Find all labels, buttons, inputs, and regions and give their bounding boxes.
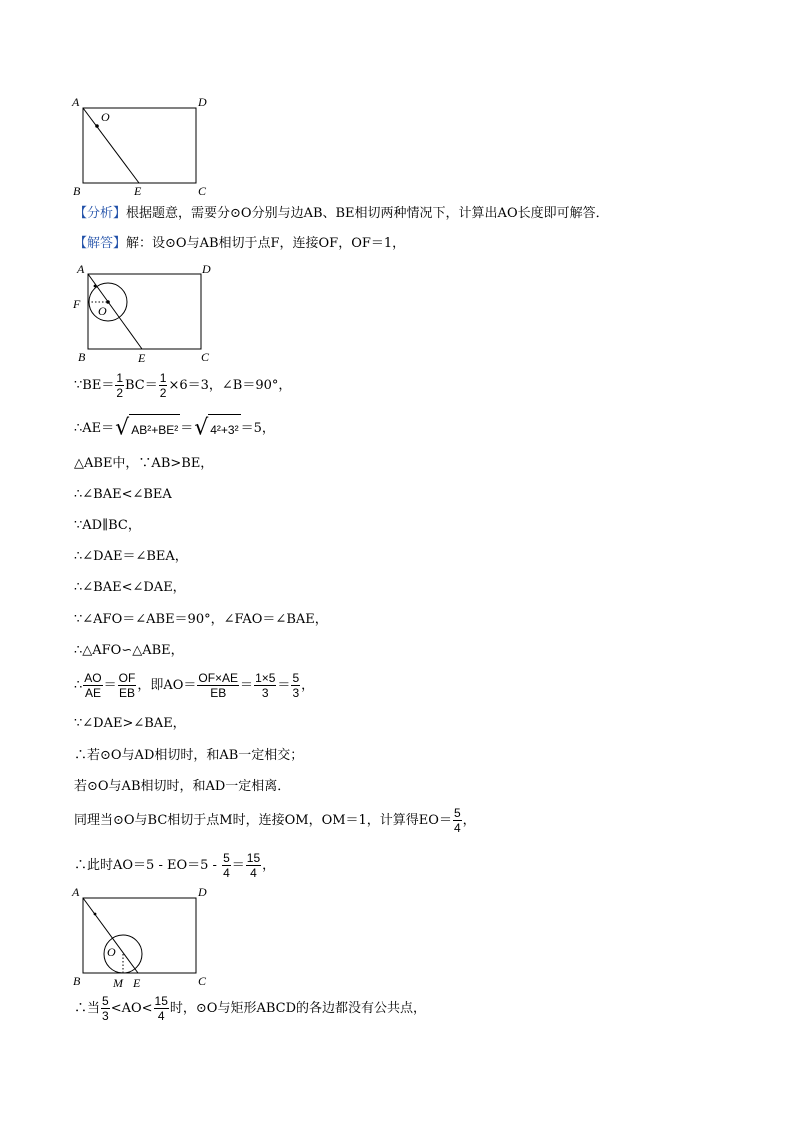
label-b: B (78, 350, 86, 364)
point-o (95, 124, 99, 128)
label-c: C (198, 184, 207, 198)
fraction: $\frac{15}{4}$ (246, 851, 261, 880)
label-f: F (73, 297, 81, 311)
analysis-paragraph (74, 206, 609, 222)
label-d: D (198, 885, 207, 899)
line-ao-ratio: ∴ $\frac{AO}{AE}$ ＝ $\frac{OF}{EB}$ ，即AO＝ $\frac{OF\times AE}{EB}$ ＝ $\frac{1\times 5}{3}$ ＝ $\frac{5}{3}$ ， (74, 671, 315, 700)
label-o: O (107, 945, 116, 959)
proof-line: 若⊙O与AB相切时，和AD一定相离． (74, 779, 291, 794)
proof-line: ∵∠DAE>∠BAE， (74, 716, 186, 731)
fraction: $\frac{OF}{EB}$ (118, 671, 136, 700)
fraction-one-half: $\frac{1}{2}$ (159, 371, 167, 400)
line-conclusion: ∴当 $\frac{5}{3}$ <AO< $\frac{15}{4}$ 时，⊙O与矩形ABCD的各边都没有公共点， (74, 994, 427, 1023)
label-e: E (133, 976, 141, 990)
analysis-text: 根据题意，需要分⊙O分别与边AB、BE相切两种情况下，计算出AO长度即可解答． (126, 206, 609, 221)
fraction: $\frac{5}{4}$ (453, 806, 461, 835)
fraction: $\frac{1\times 5}{3}$ (255, 671, 276, 700)
label-a: A (77, 262, 85, 276)
fraction: $\frac{5}{4}$ (223, 851, 230, 880)
label-d: D (202, 262, 211, 276)
tangent-point (94, 285, 97, 288)
analysis-tag: 【分析】 (74, 206, 127, 221)
sqrt-expression: √ AB²+BE² (115, 414, 180, 443)
figure-2-rectangle-diagram (68, 260, 218, 368)
fraction: $\frac{OF\times AE}{EB}$ (198, 671, 239, 700)
label-e: E (138, 351, 146, 365)
figure-3-rectangle-diagram (68, 884, 218, 992)
label-c: C (198, 974, 207, 988)
label-d: D (198, 95, 207, 109)
solution-tag: 【解答】 (74, 236, 127, 251)
fraction: $\frac{5}{3}$ (102, 994, 109, 1023)
label-o: O (101, 110, 110, 124)
line-ae-value: ∴AE＝√ AB²+BE² ＝√ 4²+3² ＝5， (74, 414, 275, 443)
label-b: B (73, 184, 81, 198)
label-a: A (72, 95, 80, 109)
point-on-ae (94, 913, 97, 916)
line-be-value: ∵BE＝ $\frac{1}{2}$ BC＝ $\frac{1}{2}$ ×6＝3，∠B＝90°， (74, 371, 292, 400)
line-eo-value: 同理当⊙O与BC相切于点M时，连接OM，OM＝1，计算得EO＝ $\frac{5}{4}$ ， (74, 806, 476, 835)
label-o: O (98, 304, 107, 318)
label-c: C (201, 350, 210, 364)
proof-line: ∴△AFO∽△ABE， (74, 643, 184, 658)
solution-paragraph (74, 236, 405, 252)
proof-line: ∵∠AFO＝∠ABE＝90°，∠FAO＝∠BAE， (74, 612, 328, 627)
line-ao-value: ∴此时AO＝5 - EO＝5 - $\frac{5}{4}$ ＝ $\frac{15}{4}$ ， (74, 851, 276, 880)
solution-text: 解：设⊙O与AB相切于点F，连接OF，OF＝1， (126, 236, 406, 251)
fraction: $\frac{AO}{AE}$ (84, 671, 102, 700)
segment-ae (83, 898, 138, 973)
rectangle-abcd (83, 898, 196, 973)
proof-line: ∴∠BAE<∠BEA (74, 487, 172, 502)
proof-line: ∴若⊙O与AD相切时，和AB一定相交； (74, 748, 304, 763)
proof-line: ∴∠DAE＝∠BEA， (74, 549, 188, 564)
proof-line: △ABE中，∵AB>BE， (74, 456, 214, 471)
fraction-one-half: $\frac{1}{2}$ (116, 371, 124, 400)
segment-ae (83, 108, 139, 183)
proof-line: ∴∠BAE<∠DAE， (74, 580, 186, 595)
rectangle-abcd (83, 108, 196, 183)
proof-line: ∵AD∥BC， (74, 518, 141, 533)
sqrt-expression: √ 4²+3² (194, 414, 240, 443)
fraction: $\frac{15}{4}$ (154, 994, 168, 1023)
fraction: $\frac{5}{3}$ (292, 671, 300, 700)
label-m: M (113, 976, 123, 990)
label-b: B (73, 974, 81, 988)
figure-1-rectangle-diagram (68, 94, 218, 200)
label-a: A (72, 885, 80, 899)
label-e: E (134, 184, 142, 198)
